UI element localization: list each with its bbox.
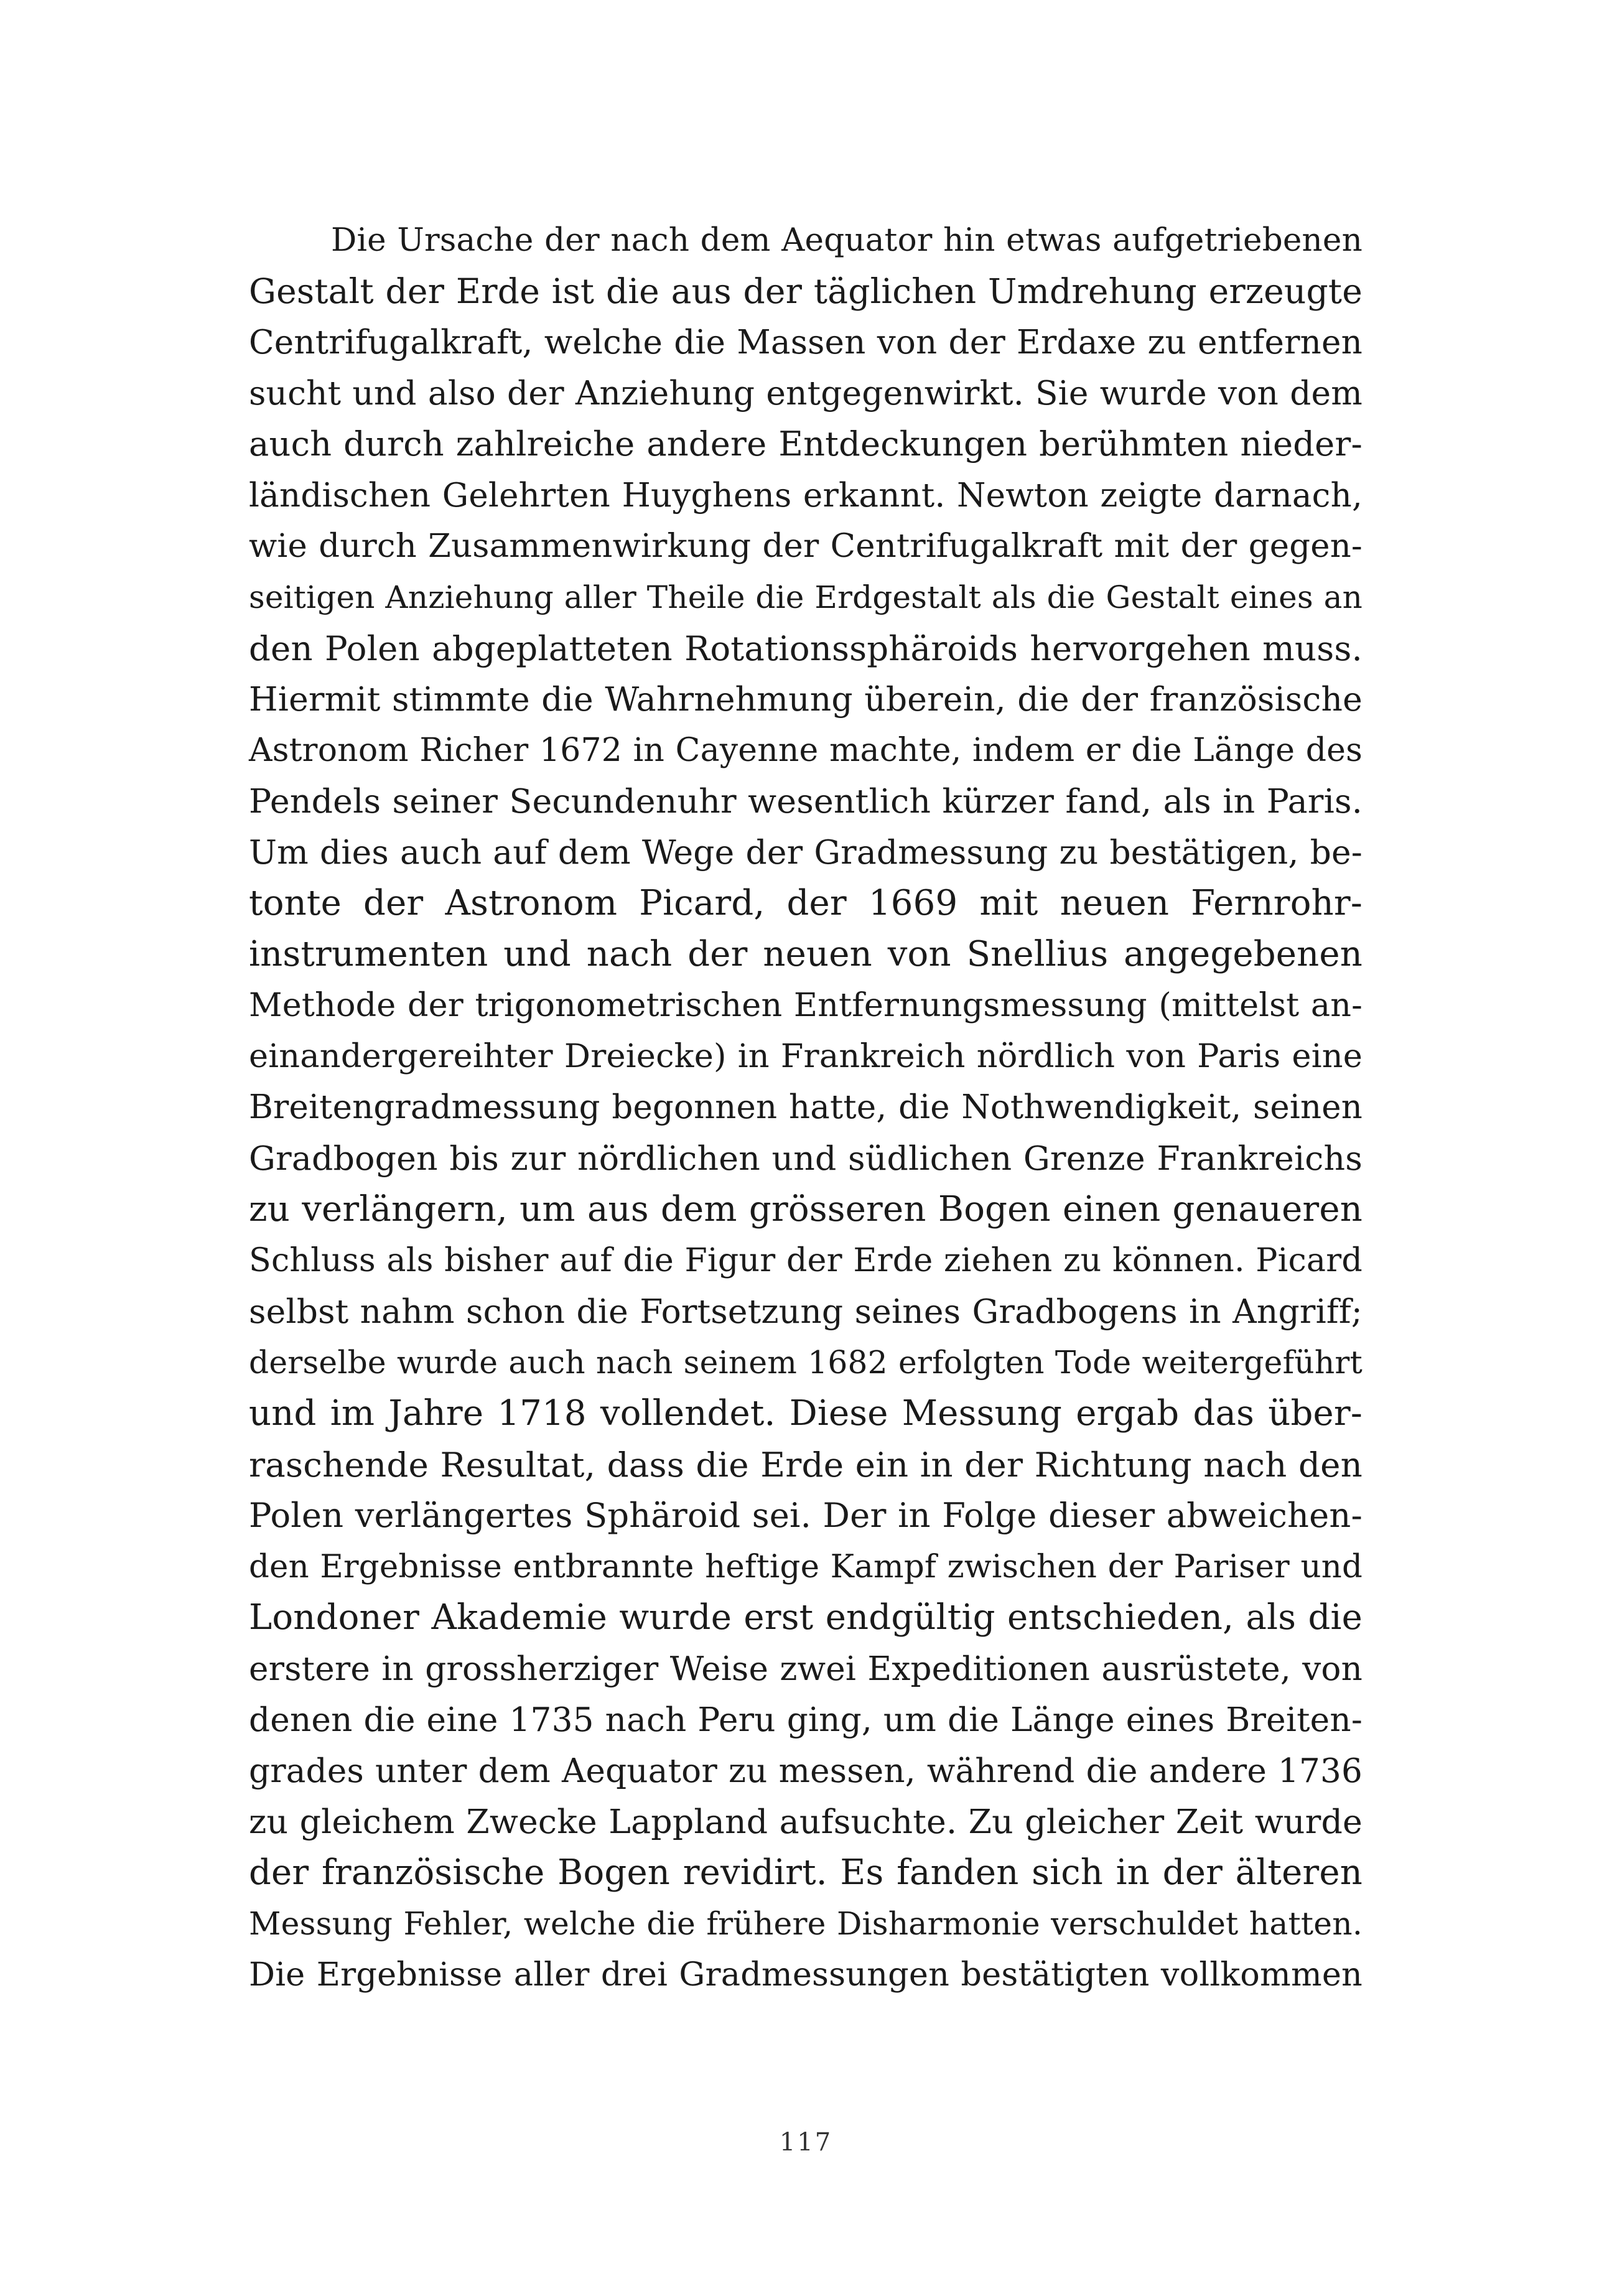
text-line: denen die eine 1735 nach Peru ging, um die Länge eines Breiten- bbox=[249, 1701, 1363, 1739]
text-line: Breitengradmessung begonnen hatte, die Nothwendigkeit, seinen bbox=[249, 1088, 1363, 1126]
text-line: raschende Resultat, dass die Erde ein in der Richtung nach den bbox=[249, 1445, 1363, 1485]
text-line: Messung Fehler, welche die frühere Disharmonie verschuldet hatten. bbox=[249, 1905, 1363, 1942]
text-line: Die Ergebnisse aller drei Gradmessungen bestätigten vollkommen bbox=[249, 1956, 1363, 1994]
text-line: einandergereihter Dreiecke) in Frankreich nördlich von Paris eine bbox=[249, 1037, 1363, 1075]
text-line: grades unter dem Aequator zu messen, während die andere 1736 bbox=[249, 1752, 1363, 1790]
text-line: erstere in grossherziger Weise zwei Expeditionen ausrüstete, von bbox=[249, 1650, 1363, 1688]
text-line: wie durch Zusammenwirkung der Centrifugalkraft mit der gegen- bbox=[249, 527, 1363, 565]
text-line: Methode der trigonometrischen Entfernungsmessung (mittelst an- bbox=[249, 986, 1363, 1024]
text-line: instrumenten und nach der neuen von Snellius angegebenen bbox=[249, 934, 1363, 974]
text-line: Um dies auch auf dem Wege der Gradmessung zu bestätigen, be- bbox=[249, 833, 1363, 872]
text-line: Hiermit stimmte die Wahrnehmung überein, die der französische bbox=[249, 679, 1363, 719]
body-text bbox=[249, 215, 1363, 2000]
page-number: 117 bbox=[779, 2128, 833, 2157]
text-line: Die Ursache der nach dem Aequator hin etwas aufgetriebenen bbox=[331, 222, 1363, 259]
text-line: den Ergebnisse entbrannte heftige Kampf zwischen der Pariser und bbox=[249, 1548, 1363, 1585]
text-line: zu gleichem Zwecke Lappland aufsuchte. Zu gleicher Zeit wurde bbox=[249, 1802, 1363, 1841]
text-line: den Polen abgeplatteten Rotationssphäroids hervorgehen muss. bbox=[249, 628, 1363, 668]
text-line: Pendels seiner Secundenuhr wesentlich kürzer fand, als in Paris. bbox=[249, 782, 1363, 821]
text-line: Astronom Richer 1672 in Cayenne machte, indem er die Länge des bbox=[249, 732, 1363, 769]
text-line: zu verlängern, um aus dem grösseren Bogen einen genaueren bbox=[249, 1189, 1363, 1230]
text-line: derselbe wurde auch nach seinem 1682 erfolgten Tode weitergeführt bbox=[249, 1344, 1363, 1381]
text-line: Gradbogen bis zur nördlichen und südlichen Grenze Frankreichs bbox=[249, 1139, 1363, 1178]
text-line: selbst nahm schon die Fortsetzung seines Gradbogens in Angriff; bbox=[249, 1292, 1363, 1331]
text-line: sucht und also der Anziehung entgegenwirkt. Sie wurde von dem bbox=[249, 374, 1363, 413]
text-line: ländischen Gelehrten Huyghens erkannt. Newton zeigte darnach, bbox=[249, 476, 1363, 515]
text-line: der französische Bogen revidirt. Es fanden sich in der älteren bbox=[249, 1852, 1363, 1893]
text-line: Gestalt der Erde ist die aus der täglichen Umdrehung erzeugte bbox=[249, 271, 1363, 311]
text-line: und im Jahre 1718 vollendet. Diese Messung ergab das über- bbox=[249, 1393, 1363, 1434]
text-line: Londoner Akademie wurde erst endgültig entschieden, als die bbox=[249, 1597, 1363, 1638]
text-line: Schluss als bisher auf die Figur der Erde ziehen zu können. Picard bbox=[249, 1242, 1363, 1279]
text-line: auch durch zahlreiche andere Entdeckungen berühmten nieder- bbox=[249, 424, 1363, 464]
text-line: Centrifugalkraft, welche die Massen von der Erdaxe zu entfernen bbox=[249, 323, 1363, 362]
text-line: seitigen Anziehung aller Theile die Erdgestalt als die Gestalt eines an bbox=[249, 579, 1363, 615]
text-line: Polen verlängertes Sphäroid sei. Der in Folge dieser abweichen- bbox=[249, 1496, 1363, 1535]
text-line: tonte der Astronom Picard, der 1669 mit neuen Fernrohr- bbox=[249, 883, 1363, 923]
